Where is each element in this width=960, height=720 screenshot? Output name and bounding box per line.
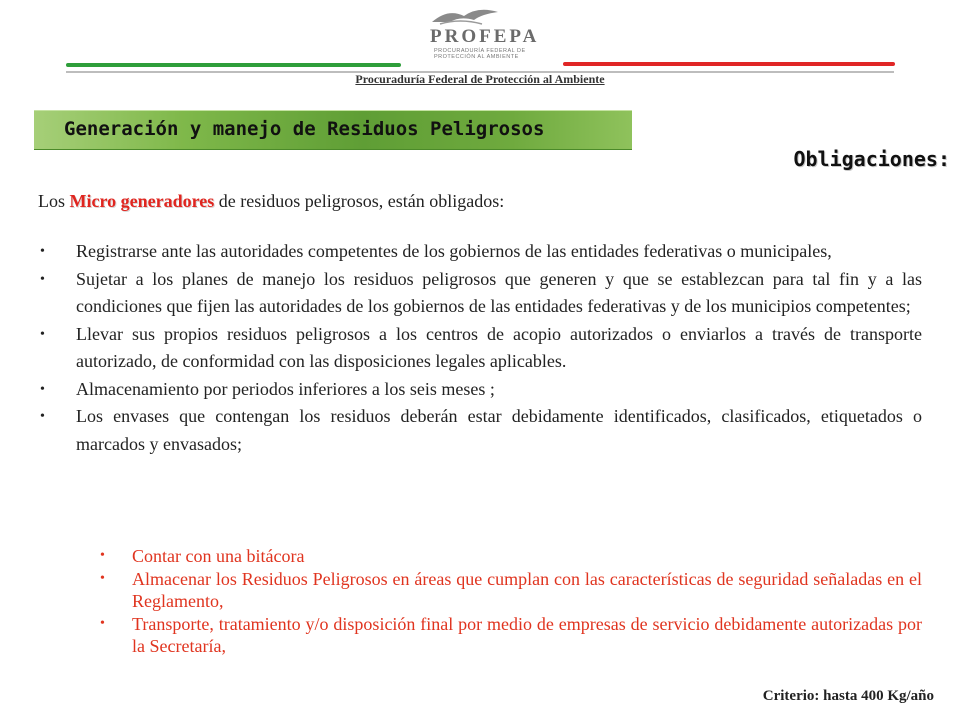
bullet-icon: • [100, 615, 105, 631]
green-divider [66, 63, 401, 67]
bullet-icon: • [40, 381, 45, 397]
list-item [96, 545, 922, 568]
title-banner [34, 110, 632, 150]
bullet-icon: • [100, 570, 105, 586]
intro-prefix: Los [38, 191, 65, 211]
intro-highlight: Micro generadores [69, 191, 215, 211]
list-item [38, 266, 922, 321]
page-title: Generación y manejo de Residuos Peligrosos [64, 118, 545, 140]
list-item [38, 376, 922, 404]
intro-suffix: de residuos peligrosos, están obligados: [218, 191, 505, 211]
bullet-icon: • [100, 548, 105, 563]
list-item-text: Registrarse ante las autoridades competentes de los gobiernos de las entidades federativas o municipales, [76, 241, 832, 261]
list-item-text: Almacenar los Residuos Peligrosos en áreas que cumplan con las características de seguridad señaladas en el Reglamento, [132, 568, 922, 611]
list-item-text: Los envases que contengan los residuos deberán estar debidamente identificados, clasificados, etiquetados o marcados y envasados; [76, 406, 922, 454]
list-item [38, 238, 922, 266]
list-item-text: Llevar sus propios residuos peligrosos a los centros de acopio autorizados o enviarlos a través de transporte autorizado, de conformidad con las disposiciones legales aplicables. [76, 323, 922, 371]
list-item-text: Almacenamiento por periodos inferiores a los seis meses ; [76, 378, 495, 399]
list-item [38, 321, 922, 376]
list-item-text: Sujetar a los planes de manejo los residuos peligrosos que generen y que se establezcan para tal fin y a las condiciones que fijen las autoridades de los gobiernos de las entidades federativas y de los municipios competentes; [76, 268, 922, 316]
list-item-text: Transporte, tratamiento y/o disposición final por medio de empresas de servicio debidamente autorizadas por la Secretaría, [132, 613, 922, 656]
bullet-icon: • [40, 244, 45, 259]
logo-subtext: PROCURADURÍA FEDERAL DE PROTECCIÓN AL AMBIENTE [434, 48, 526, 60]
section-subtitle: Obligaciones: [793, 147, 950, 171]
logo-text: PROFEPA [430, 26, 540, 47]
list-item-text: Contar con una bitácora [132, 546, 305, 566]
list-item [38, 403, 922, 458]
eagle-emblem-icon [430, 6, 500, 26]
intro-paragraph [38, 191, 928, 212]
bullet-icon: • [40, 326, 45, 342]
red-divider [563, 62, 895, 66]
bullet-icon: • [40, 409, 45, 424]
additional-obligations-list [96, 545, 922, 658]
bullet-icon: • [40, 271, 45, 287]
profepa-logo [420, 6, 540, 64]
criterion-note: Criterio: hasta 400 Kg/año [762, 688, 934, 704]
header-caption: Procuraduría Federal de Protección al Ambiente [355, 72, 605, 86]
list-item [96, 568, 922, 613]
obligations-list [38, 238, 922, 458]
list-item [96, 613, 922, 658]
